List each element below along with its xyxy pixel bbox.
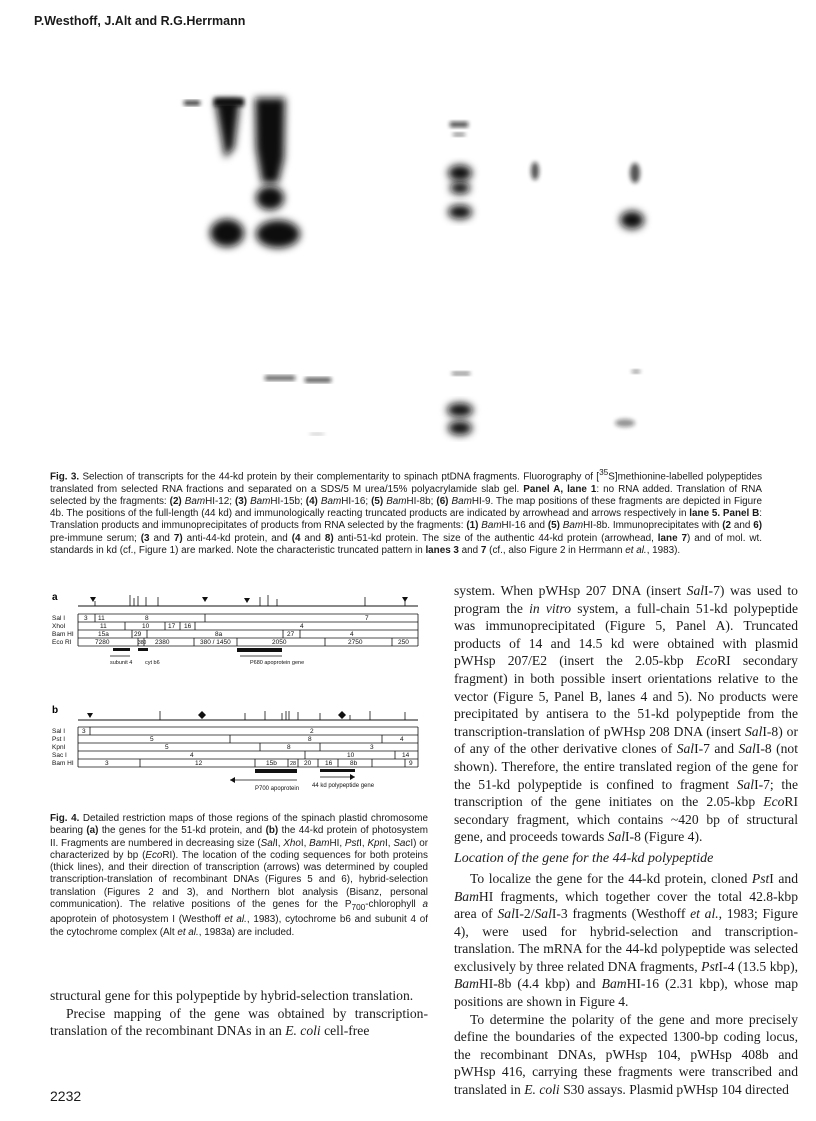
- map-seg: 2050: [272, 639, 287, 646]
- map-b-enzyme-pst: Pst I: [52, 736, 66, 743]
- paragraph: Precise mapping of the gene was obtained by transcription-translation of the recombinant DNAs in an E. coli cell-free: [50, 1005, 428, 1039]
- map-seg: 3: [370, 744, 374, 751]
- map-seg: 20: [304, 760, 312, 767]
- map-seg: 8b: [350, 760, 358, 767]
- map-seg: 11: [100, 623, 107, 630]
- map-seg: 8: [145, 615, 149, 622]
- map-seg: 10: [142, 623, 150, 630]
- figure4-caption: Fig. 4. Detailed restriction maps of those regions of the spinach plastid chromosome bearing (a) the genes for the 51-kd protein, and (b) the 44-kd protein of photosystem II. Fragments are numbered in decreasing size (SalI, XhoI, BamHI, PstI, KpnI, SacI) or characterized by bp (EcoRI). The location of the coding sequences for both proteins (thick lines), and their direction of transcription (arrows) was determined by coupled transcription-translation of recombinant DNAs (Figures 5 and 6), hybrid-selection translation (Figures 2 and 3), and Northern blot analysis (Bisanz, personal communication). The relative positions of the genes for the $P_{700}$-chlorophyll a apoprotein of photosystem I (Westhoff et al., 1983), cytochrome b6 and subunit 4 of the cytochrome complex (Alt et al., 1983a) are included.: [50, 813, 428, 938]
- right-column-text: [454, 582, 798, 1099]
- paragraph: structural gene for this polypeptide by hybrid-selection translation.: [50, 988, 414, 1003]
- figure4a-restriction-map: [50, 590, 430, 685]
- map-seg: 16: [325, 760, 333, 767]
- gene-label: 44 kd polypeptide gene: [312, 783, 375, 789]
- map-seg: 7280: [95, 639, 110, 646]
- page-number: 2232: [50, 1088, 82, 1104]
- map-seg: 250: [398, 639, 409, 646]
- map-seg: 28: [290, 761, 297, 767]
- map-a-enzyme-bam: Bam HI: [52, 631, 74, 638]
- map-seg: 7: [365, 615, 369, 622]
- map-b-enzyme-sac: Sac I: [52, 752, 67, 759]
- map-seg: 14: [402, 752, 410, 759]
- map-seg: 5: [150, 736, 154, 743]
- map-seg: 15a: [98, 631, 109, 638]
- map-b-panel-label: b: [52, 705, 59, 716]
- map-seg: 8a: [215, 631, 223, 638]
- map-seg: 4: [300, 623, 304, 630]
- map-seg: 8: [287, 744, 291, 751]
- map-seg: 17: [168, 623, 176, 630]
- figure4b-restriction-map: [50, 705, 430, 805]
- map-a-panel-label: a: [52, 592, 58, 603]
- section-heading: Location of the gene for the 44-kd polypeptide: [454, 850, 714, 866]
- map-seg: 2750: [348, 639, 363, 646]
- map-b-enzyme-bam: Bam HI: [52, 760, 74, 767]
- map-seg: 3: [105, 760, 109, 767]
- gene-bar-44kd: [320, 769, 355, 772]
- map-seg: 5: [165, 744, 169, 751]
- map-a-rows: [52, 614, 418, 646]
- gel-panel-a: [184, 98, 331, 435]
- gene-label: P700 apoprotein: [255, 786, 300, 792]
- map-seg: 29: [134, 631, 142, 638]
- map-b-enzyme-kpn: KpnI: [52, 744, 66, 751]
- running-header: P.Westhoff, J.Alt and R.G.Herrmann: [34, 14, 246, 28]
- map-seg: 3: [84, 615, 88, 622]
- gene-bar-p680: [237, 648, 282, 652]
- figure3-caption: Fig. 3. Selection of transcripts for the 44-kd protein by their complementarity to spinach ptDNA fragments. Fluorography of [$^{35}$S]methionine-labelled polypeptides translated from selected RNA fractions and separated on a SDS/5 M urea/15% polyacrylamide slab gel. Panel A, lane 1: no RNA added. Translation of RNA selected by the fragments: (2) BamHI-12; (3) BamHI-15b; (4) BamHI-16; (5) BamHI-8b; (6) BamHI-9. The map positions of these fragments are depicted in Figure 4b. The positions of the full-length (44 kd) and immunologically reacting truncated products are indicated by arrowhead and arrows respectively in lane 5. Panel B: Translation products and immunoprecipitates of products from RNA selected by the fragments: (1) BamHI-16 and (5) BamHI-8b. Immunoprecipitates with (2 and 6) pre-immune serum; (3 and 7) anti-44-kd protein, and (4 and 8) anti-51-kd protein. The size of the authentic 44-kd protein (arrowhead, lane 7) and of mol. wt. standards in kd (cf., Figure 1) are marked. Note the characteristic truncated pattern in lanes 3 and 7 (cf., also Figure 2 in Herrmann et al., 1983).: [50, 468, 763, 557]
- figure3-gel-image: [170, 88, 690, 458]
- gene-label: P680 apoprotein gene: [250, 660, 305, 666]
- map-seg: 2: [310, 728, 314, 735]
- map-seg: 4: [400, 736, 404, 743]
- gene-bar-subunit4: [113, 648, 130, 651]
- gel-panel-b: [447, 122, 644, 435]
- paragraph: system. When pWHsp 207 DNA (insert SalI-7) was used to program the in vitro system, a full-chain 51-kd polypeptide was immunoprecipitated (Figure 5, Panel A). Truncated products of 14 and 14.5 kd were obtained with plasmid pWHsp 207/E2 (insert the 2.05-kbp EcoRI secondary fragment) in both possible insert orientations relative to the vector (Figure 5, Panel B, lanes 4 and 5). No products were precipitated by antisera to the 51-kd polypeptide from the transcription-translation of pWHsp 208 DNA (insert SalI-8) or of any of the other derivative clones of SalI-7 and SalI-8 (not shown). Therefore, the entire translated region of the gene for the 51-kd polypeptide is confined to fragment SalI-7; the transcription of the gene initiates on the 2.05-kbp EcoRI secondary fragment, which contains ~420 bp of structural gene, and proceeds towards SalI-8 (Figure 4).: [454, 583, 798, 845]
- map-a-enzyme-sal: Sal I: [52, 615, 66, 622]
- map-seg: 380 / 1450: [200, 639, 231, 646]
- map-seg: 10: [347, 752, 355, 759]
- gene-label: cyt b6: [145, 660, 160, 666]
- paragraph: To determine the polarity of the gene and more precisely define the boundaries of the expected 1300-bp coding locus, the recombinant DNAs, pWHsp 104, pWHsp 408b and pWHsp 416, carrying these fragments were transcribed and translated in E. coli S30 assays. Plasmid pWHsp 104 directed: [454, 1011, 798, 1098]
- left-column-text: [50, 987, 428, 1040]
- map-seg: 11: [98, 615, 105, 622]
- map-seg: 2380: [155, 639, 170, 646]
- map-b-enzyme-sal: Sal I: [52, 728, 66, 735]
- map-seg: 8: [308, 736, 312, 743]
- map-seg: 4: [350, 631, 354, 638]
- map-seg: 27: [287, 631, 295, 638]
- map-seg: 12: [195, 760, 203, 767]
- map-a-enzyme-eco: Eco RI: [52, 639, 72, 646]
- gene-label: subunit 4: [110, 660, 133, 666]
- map-seg: 4: [190, 752, 194, 759]
- map-a-enzyme-xho: XhoI: [52, 623, 66, 630]
- gene-bar-p700: [255, 769, 297, 773]
- gene-bar-cytb6: [138, 648, 148, 651]
- map-seg: 380: [138, 640, 147, 646]
- paragraph: To localize the gene for the 44-kd protein, cloned PstI and BamHI fragments, which together cover the total 42.8-kbp area of SalI-2/SalI-3 fragments (Westhoff et al., 1983; Figure 4), were used for hybrid-selection and transcription-translation. The mRNA for the 44-kd polypeptide was selected exclusively by three related DNA fragments, PstI-4 (13.5 kbp), BamHI-8b (4.4 kbp) and BamHI-16 (2.31 kbp), whose map positions are shown in Figure 4.: [454, 870, 799, 1010]
- map-seg: 3: [82, 728, 86, 735]
- map-seg: 9: [409, 760, 413, 767]
- map-seg: 16: [184, 623, 192, 630]
- map-seg: 15b: [266, 760, 277, 767]
